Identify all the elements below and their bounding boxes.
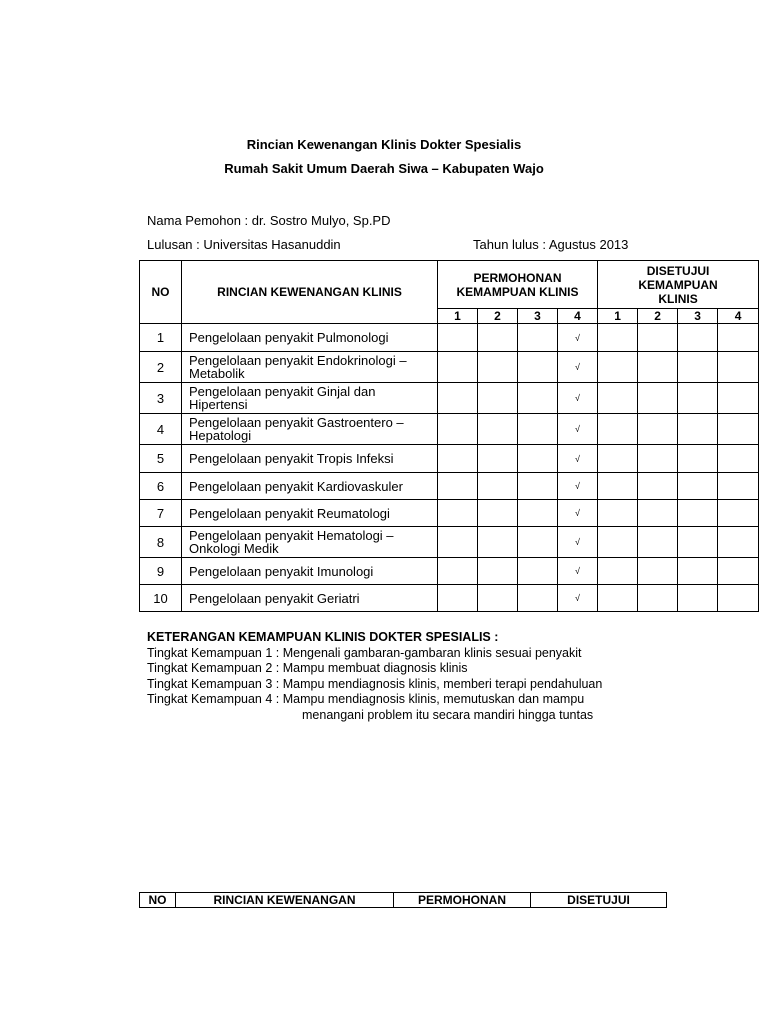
bottom-header-item: RINCIAN KEWENANGAN: [176, 893, 394, 908]
approved-level-2-cell: [638, 558, 678, 585]
approved-level-2-cell: [638, 585, 678, 612]
row-number: 9: [140, 558, 182, 585]
approved-level-4-cell: [718, 352, 759, 383]
request-level-3-cell: [518, 527, 558, 558]
approved-level-4-cell: [718, 445, 759, 473]
approved-level-2-cell: [638, 383, 678, 414]
approved-level-3: 3: [678, 309, 718, 324]
header-approved: DISETUJUI KEMAMPUAN KLINIS: [598, 261, 759, 309]
check-mark-icon: √: [575, 537, 580, 547]
request-level-3-cell: [518, 414, 558, 445]
approved-level-1-cell: [598, 527, 638, 558]
notes-level-3: Tingkat Kemampuan 3 : Mampu mendiagnosis klinis, memberi terapi pendahuluan: [147, 676, 603, 691]
request-level-4-cell: [558, 352, 598, 383]
request-level-2-cell: [478, 352, 518, 383]
document-subtitle: Rumah Sakit Umum Daerah Siwa – Kabupaten Wajo: [224, 161, 544, 176]
row-authority-item: Pengelolaan penyakit Geriatri: [182, 585, 438, 612]
row-number: 7: [140, 500, 182, 527]
approved-level-4-cell: [718, 527, 759, 558]
approved-level-3-cell: [678, 500, 718, 527]
approved-level-4-cell: [718, 324, 759, 352]
request-level-3-cell: [518, 473, 558, 500]
request-level-4-cell: [558, 585, 598, 612]
bottom-header-approved: DISETUJUI: [531, 893, 667, 908]
row-number: 3: [140, 383, 182, 414]
notes-level-4-continued: menangani problem itu secara mandiri hingga tuntas: [302, 707, 594, 722]
notes-heading: KETERANGAN KEMAMPUAN KLINIS DOKTER SPESIALIS :: [147, 630, 499, 644]
table-row: [140, 383, 759, 414]
approved-level-3-cell: [678, 352, 718, 383]
check-mark-icon: √: [575, 593, 580, 603]
request-level-4-cell: [558, 558, 598, 585]
table-row: [140, 414, 759, 445]
approved-level-3-cell: [678, 558, 718, 585]
row-number: 4: [140, 414, 182, 445]
header-item: RINCIAN KEWENANGAN KLINIS: [182, 261, 438, 324]
request-level-4-cell: [558, 500, 598, 527]
request-level-4-cell: [558, 324, 598, 352]
approved-level-1: 1: [598, 309, 638, 324]
approved-level-2-cell: [638, 445, 678, 473]
check-mark-icon: √: [575, 424, 580, 434]
row-authority-item: Pengelolaan penyakit Endokrinologi – Metabolik: [182, 352, 438, 383]
request-level-1-cell: [438, 558, 478, 585]
request-level-2-cell: [478, 383, 518, 414]
request-level-3-cell: [518, 585, 558, 612]
row-number: 8: [140, 527, 182, 558]
approved-level-1-cell: [598, 585, 638, 612]
row-number: 1: [140, 324, 182, 352]
table-row: [140, 473, 759, 500]
continuation-table: [139, 892, 667, 908]
approved-level-1-cell: [598, 414, 638, 445]
applicant-graduation-year: Tahun lulus : Agustus 2013: [473, 237, 629, 252]
request-level-1-cell: [438, 585, 478, 612]
row-number: 6: [140, 473, 182, 500]
approved-level-2-cell: [638, 527, 678, 558]
approved-level-4-cell: [718, 473, 759, 500]
request-level-1-cell: [438, 324, 478, 352]
request-level-2-cell: [478, 527, 518, 558]
row-authority-item: Pengelolaan penyakit Imunologi: [182, 558, 438, 585]
approved-level-1-cell: [598, 473, 638, 500]
check-mark-icon: √: [575, 481, 580, 491]
approved-level-4: 4: [718, 309, 759, 324]
applicant-graduate: Lulusan : Universitas Hasanuddin: [147, 237, 341, 252]
request-level-2-cell: [478, 500, 518, 527]
request-level-1-cell: [438, 352, 478, 383]
row-authority-item: Pengelolaan penyakit Hematologi – Onkologi Medik: [182, 527, 438, 558]
request-level-1: 1: [438, 309, 478, 324]
table-row: [140, 558, 759, 585]
bottom-header-no: NO: [140, 893, 176, 908]
request-level-2: 2: [478, 309, 518, 324]
approved-level-2-cell: [638, 352, 678, 383]
approved-level-4-cell: [718, 414, 759, 445]
notes-level-1: Tingkat Kemampuan 1 : Mengenali gambaran-gambaran klinis sesuai penyakit: [147, 645, 582, 660]
approved-level-3-cell: [678, 324, 718, 352]
check-mark-icon: √: [575, 362, 580, 372]
table-row: [140, 324, 759, 352]
row-authority-item: Pengelolaan penyakit Gastroentero – Hepatologi: [182, 414, 438, 445]
request-level-4: 4: [558, 309, 598, 324]
approved-level-3-cell: [678, 445, 718, 473]
approved-level-1-cell: [598, 352, 638, 383]
request-level-4-cell: [558, 383, 598, 414]
bottom-header-request: PERMOHONAN: [394, 893, 531, 908]
request-level-1-cell: [438, 445, 478, 473]
approved-level-1-cell: [598, 324, 638, 352]
row-authority-item: Pengelolaan penyakit Kardiovaskuler: [182, 473, 438, 500]
approved-level-3-cell: [678, 527, 718, 558]
request-level-2-cell: [478, 414, 518, 445]
row-number: 5: [140, 445, 182, 473]
row-number: 2: [140, 352, 182, 383]
approved-level-4-cell: [718, 558, 759, 585]
request-level-1-cell: [438, 473, 478, 500]
request-level-4-cell: [558, 445, 598, 473]
request-level-3-cell: [518, 558, 558, 585]
request-level-4-cell: [558, 414, 598, 445]
approved-level-2: 2: [638, 309, 678, 324]
header-no: NO: [140, 261, 182, 324]
document-title: Rincian Kewenangan Klinis Dokter Spesialis: [246, 137, 522, 152]
check-mark-icon: √: [575, 453, 580, 464]
ability-notes: [147, 630, 667, 723]
approved-level-3-cell: [678, 383, 718, 414]
approved-level-1-cell: [598, 558, 638, 585]
notes-level-4: Tingkat Kemampuan 4 : Mampu mendiagnosis klinis, memutuskan dan mampu: [147, 692, 585, 706]
approved-level-2-cell: [638, 500, 678, 527]
clinical-authority-table: [139, 260, 759, 612]
request-level-1-cell: [438, 383, 478, 414]
request-level-2-cell: [478, 445, 518, 473]
request-level-2-cell: [478, 585, 518, 612]
table-row: [140, 585, 759, 612]
row-authority-item: Pengelolaan penyakit Pulmonologi: [182, 324, 438, 352]
approved-level-2-cell: [638, 473, 678, 500]
request-level-3-cell: [518, 383, 558, 414]
table-row: [140, 527, 759, 558]
approved-level-3-cell: [678, 585, 718, 612]
approved-level-2-cell: [638, 414, 678, 445]
row-authority-item: Pengelolaan penyakit Ginjal dan Hipertensi: [182, 383, 438, 414]
table-row: [140, 500, 759, 527]
row-number: 10: [140, 585, 182, 612]
applicant-name: Nama Pemohon : dr. Sostro Mulyo, Sp.PD: [147, 213, 391, 228]
approved-level-4-cell: [718, 500, 759, 527]
approved-level-1-cell: [598, 445, 638, 473]
approved-level-4-cell: [718, 585, 759, 612]
table-row: [140, 445, 759, 473]
notes-level-2: Tingkat Kemampuan 2 : Mampu membuat diagnosis klinis: [147, 661, 468, 675]
approved-level-2-cell: [638, 324, 678, 352]
request-level-2-cell: [478, 473, 518, 500]
request-level-3-cell: [518, 500, 558, 527]
row-authority-item: Pengelolaan penyakit Tropis Infeksi: [182, 445, 438, 473]
request-level-3-cell: [518, 324, 558, 352]
request-level-1-cell: [438, 527, 478, 558]
approved-level-4-cell: [718, 383, 759, 414]
check-mark-icon: √: [575, 508, 580, 518]
approved-level-1-cell: [598, 500, 638, 527]
request-level-4-cell: [558, 527, 598, 558]
request-level-1-cell: [438, 500, 478, 527]
approved-level-1-cell: [598, 383, 638, 414]
table-row: [140, 352, 759, 383]
header-request: PERMOHONAN KEMAMPUAN KLINIS: [438, 261, 598, 309]
check-mark-icon: √: [575, 393, 580, 403]
check-mark-icon: √: [575, 566, 580, 576]
approved-level-3-cell: [678, 414, 718, 445]
request-level-4-cell: [558, 473, 598, 500]
request-level-3: 3: [518, 309, 558, 324]
request-level-2-cell: [478, 324, 518, 352]
row-authority-item: Pengelolaan penyakit Reumatologi: [182, 500, 438, 527]
check-mark-icon: √: [575, 332, 580, 343]
request-level-1-cell: [438, 414, 478, 445]
request-level-3-cell: [518, 445, 558, 473]
request-level-3-cell: [518, 352, 558, 383]
request-level-2-cell: [478, 558, 518, 585]
approved-level-3-cell: [678, 473, 718, 500]
